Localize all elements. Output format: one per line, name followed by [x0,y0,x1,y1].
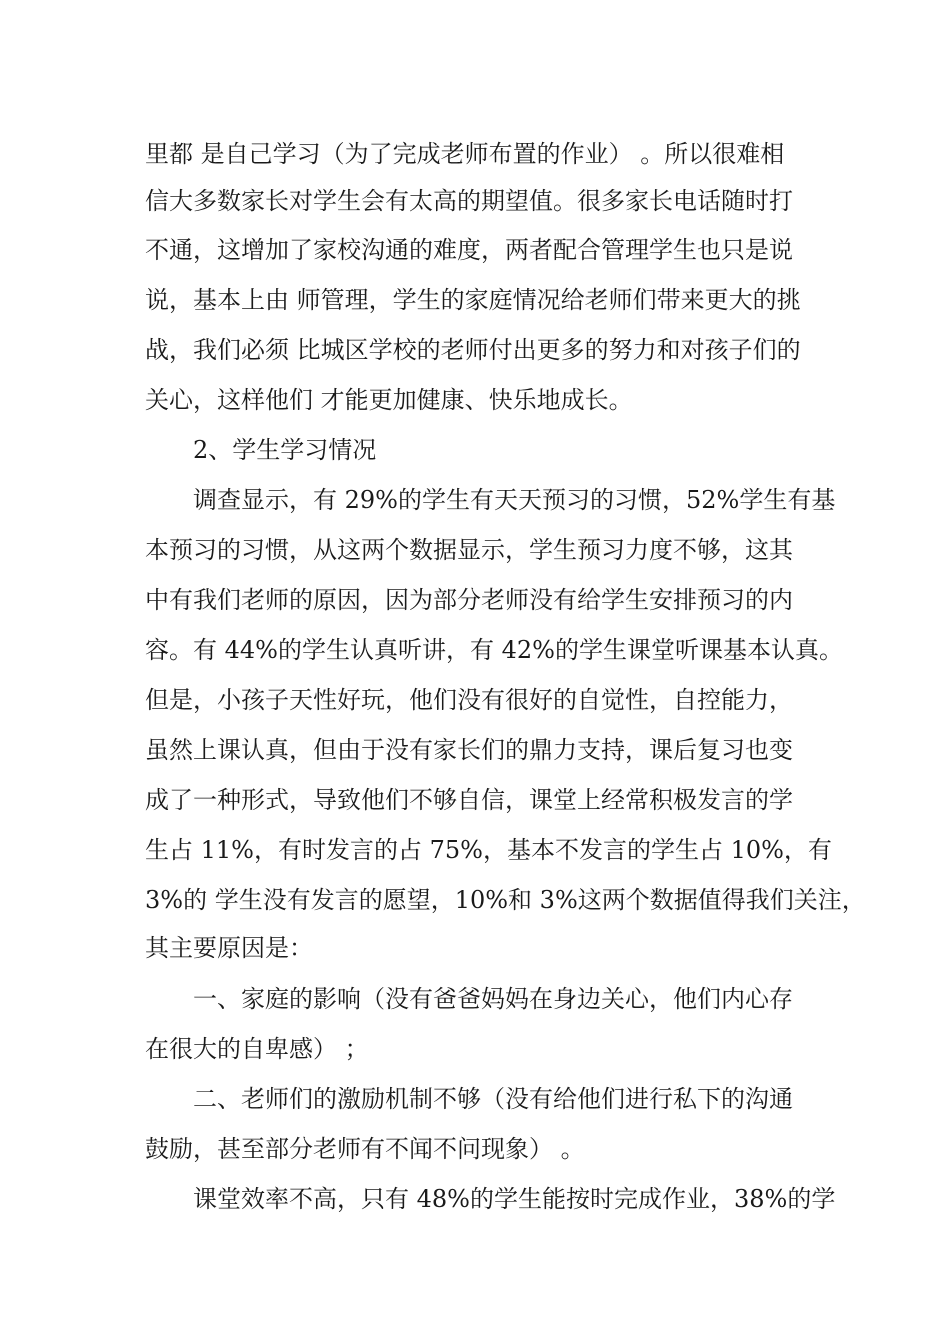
text-line: 其主要原因是： [145,934,313,962]
text-line: 信大多数家长对学生会有太高的期望值。很多家长电话随时打 [145,187,793,215]
text-line: 说，基本上由 师管理，学生的家庭情况给老师们带来更大的挑 [145,286,801,314]
text-line: 鼓励，甚至部分老师有不闻不问现象） 。 [145,1135,585,1163]
text-line: 本预习的习惯，从这两个数据显示，学生预习力度不够，这其 [145,536,793,564]
text-line: 在很大的自卑感） ； [145,1035,369,1063]
text-line: 成了一种形式，导致他们不够自信，课堂上经常积极发言的学 [145,786,793,814]
text-line: 但是，小孩子天性好玩，他们没有很好的自觉性，自控能力， [145,686,793,714]
text-line: 生占 11%，有时发言的占 75%，基本不发言的学生占 10%，有 [145,836,832,864]
text-line: 调查显示，有 29%的学生有天天预习的习惯，52%学生有基 [193,486,836,514]
text-line: 里都 是自己学习（为了完成老师布置的作业） 。所以很难相 [145,140,785,168]
section-heading: 2、学生学习情况 [193,436,377,464]
text-line: 虽然上课认真，但由于没有家长们的鼎力支持，课后复习也变 [145,736,793,764]
text-line: 关心，这样他们 才能更加健康、快乐地成长。 [145,386,633,414]
text-line: 不通，这增加了家校沟通的难度，两者配合管理学生也只是说 [145,236,793,264]
text-line: 战，我们必须 比城区学校的老师付出更多的努力和对孩子们的 [145,336,801,364]
text-line: 二、老师们的激励机制不够（没有给他们进行私下的沟通 [193,1085,793,1113]
text-line: 中有我们老师的原因，因为部分老师没有给学生安排预习的内 [145,586,793,614]
text-line: 一、家庭的影响（没有爸爸妈妈在身边关心，他们内心存 [193,985,793,1013]
text-line: 课堂效率不高，只有 48%的学生能按时完成作业，38%的学 [193,1185,836,1213]
text-line: 3%的 学生没有发言的愿望，10%和 3%这两个数据值得我们关注， [145,886,866,914]
text-line: 容。有 44%的学生认真听讲，有 42%的学生课堂听课基本认真。 [145,636,843,664]
